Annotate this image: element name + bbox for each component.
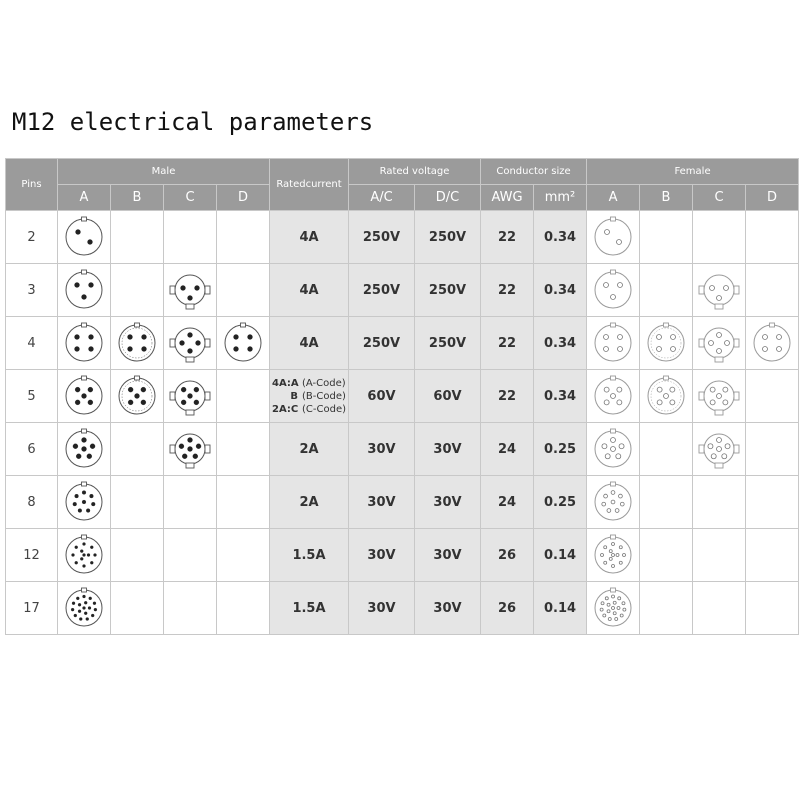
male-a-cell (58, 529, 111, 582)
female-connector-icon (589, 213, 637, 261)
table-row (6, 211, 799, 264)
ac-voltage-cell: 250V (349, 317, 415, 370)
male-connector-icon (166, 372, 214, 420)
mm2-cell: 0.25 (534, 476, 587, 529)
female-c-cell (693, 423, 746, 476)
male-connector-icon (166, 319, 214, 367)
mm2-cell: 0.34 (534, 370, 587, 423)
table-row (6, 317, 799, 370)
male-b-cell (111, 423, 164, 476)
pins-cell: 12 (6, 529, 58, 582)
male-a-cell (58, 423, 111, 476)
male-c-cell (164, 211, 217, 264)
female-connector-icon (695, 266, 743, 314)
ac-voltage-cell: 250V (349, 264, 415, 317)
male-connector-icon (166, 266, 214, 314)
table-row (6, 370, 799, 423)
female-c-cell (693, 476, 746, 529)
awg-cell: 26 (481, 529, 534, 582)
male-a-cell (58, 317, 111, 370)
female-a-cell (587, 476, 640, 529)
rated-current-cell: 2A (270, 423, 349, 476)
female-code-c-header: C (693, 185, 746, 211)
male-c-cell (164, 317, 217, 370)
pins-cell: 4 (6, 317, 58, 370)
awg-cell: 24 (481, 476, 534, 529)
pins-cell: 8 (6, 476, 58, 529)
female-code-d-header: D (746, 185, 799, 211)
awg-cell: 24 (481, 423, 534, 476)
female-connector-icon (589, 319, 637, 367)
female-a-cell (587, 529, 640, 582)
dc-voltage-cell: 30V (415, 529, 481, 582)
male-connector-icon (219, 319, 267, 367)
male-c-cell (164, 476, 217, 529)
awg-cell: 22 (481, 317, 534, 370)
female-code-a-header: A (587, 185, 640, 211)
female-connector-icon (642, 372, 690, 420)
male-d-cell (217, 264, 270, 317)
female-c-cell (693, 211, 746, 264)
rated-current-cell: 2A (270, 476, 349, 529)
female-connector-icon (642, 319, 690, 367)
mm2-header: mm² (534, 185, 587, 211)
male-connector-icon (113, 372, 161, 420)
table-row (6, 529, 799, 582)
ac-voltage-cell: 30V (349, 423, 415, 476)
male-b-cell (111, 476, 164, 529)
current-code-value: (B-Code) (302, 390, 346, 402)
male-c-cell (164, 423, 217, 476)
current-code-list (272, 377, 346, 416)
female-connector-icon (695, 372, 743, 420)
male-connector-icon (60, 213, 108, 261)
current-code-key: 2A:C (272, 403, 299, 415)
awg-cell: 22 (481, 264, 534, 317)
dc-voltage-cell: 250V (415, 264, 481, 317)
female-d-cell (746, 211, 799, 264)
female-a-cell (587, 582, 640, 635)
male-a-cell (58, 211, 111, 264)
mm2-cell: 0.34 (534, 211, 587, 264)
female-code-b-header: B (640, 185, 693, 211)
dc-voltage-cell: 30V (415, 423, 481, 476)
pins-cell: 2 (6, 211, 58, 264)
rated-current-cell: 4A (270, 211, 349, 264)
current-code-key: 4A:A (272, 377, 299, 389)
female-connector-icon (695, 319, 743, 367)
female-c-cell (693, 370, 746, 423)
dc-voltage-cell: 30V (415, 582, 481, 635)
female-connector-icon (589, 372, 637, 420)
mm2-cell: 0.25 (534, 423, 587, 476)
male-connector-icon (60, 372, 108, 420)
male-b-cell (111, 529, 164, 582)
table-row (6, 264, 799, 317)
male-connector-icon (60, 478, 108, 526)
male-connector-icon (60, 531, 108, 579)
female-b-cell (640, 370, 693, 423)
female-d-cell (746, 264, 799, 317)
female-connector-icon (589, 478, 637, 526)
awg-cell: 26 (481, 582, 534, 635)
current-code-value: (C-Code) (302, 403, 346, 415)
male-d-cell (217, 476, 270, 529)
female-c-cell (693, 582, 746, 635)
male-b-cell (111, 317, 164, 370)
male-c-cell (164, 370, 217, 423)
female-connector-icon (589, 584, 637, 632)
ac-voltage-cell: 30V (349, 476, 415, 529)
male-b-cell (111, 264, 164, 317)
male-d-cell (217, 529, 270, 582)
female-d-cell (746, 317, 799, 370)
female-connector-icon (589, 425, 637, 473)
awg-header: AWG (481, 185, 534, 211)
male-connector-icon (60, 266, 108, 314)
current-code-line (272, 377, 346, 390)
male-code-a-header: A (58, 185, 111, 211)
female-d-cell (746, 423, 799, 476)
pins-cell: 17 (6, 582, 58, 635)
male-c-cell (164, 582, 217, 635)
rated-current-cell: 1.5A (270, 529, 349, 582)
male-d-cell (217, 423, 270, 476)
mm2-cell: 0.14 (534, 529, 587, 582)
male-b-cell (111, 582, 164, 635)
male-a-cell (58, 370, 111, 423)
female-a-cell (587, 317, 640, 370)
conductor-size-header: Conductor size (481, 159, 587, 185)
female-a-cell (587, 423, 640, 476)
female-connector-icon (695, 425, 743, 473)
awg-cell: 22 (481, 370, 534, 423)
male-connector-icon (113, 319, 161, 367)
female-a-cell (587, 370, 640, 423)
female-connector-icon (589, 531, 637, 579)
current-code-line (272, 403, 346, 416)
female-b-cell (640, 582, 693, 635)
rated-current-header: Ratedcurrent (270, 159, 349, 211)
female-a-cell (587, 211, 640, 264)
female-c-cell (693, 264, 746, 317)
female-b-cell (640, 423, 693, 476)
male-c-cell (164, 529, 217, 582)
male-code-d-header: D (217, 185, 270, 211)
male-connector-icon (60, 425, 108, 473)
male-a-cell (58, 582, 111, 635)
parameters-table (5, 158, 799, 635)
ac-voltage-cell: 30V (349, 582, 415, 635)
current-code-line (272, 390, 346, 403)
rated-current-cell: 1.5A (270, 582, 349, 635)
dc-voltage-cell: 30V (415, 476, 481, 529)
male-connector-icon (60, 584, 108, 632)
dc-header: D/C (415, 185, 481, 211)
male-c-cell (164, 264, 217, 317)
pins-cell: 3 (6, 264, 58, 317)
page-title: M12 electrical parameters (12, 108, 374, 136)
current-code-key: B (290, 390, 298, 402)
male-header: Male (58, 159, 270, 185)
male-d-cell (217, 370, 270, 423)
male-d-cell (217, 317, 270, 370)
female-c-cell (693, 529, 746, 582)
female-connector-icon (748, 319, 796, 367)
male-a-cell (58, 476, 111, 529)
female-b-cell (640, 529, 693, 582)
rated-voltage-header: Rated voltage (349, 159, 481, 185)
male-d-cell (217, 582, 270, 635)
female-d-cell (746, 582, 799, 635)
female-d-cell (746, 476, 799, 529)
ac-header: A/C (349, 185, 415, 211)
female-b-cell (640, 211, 693, 264)
male-connector-icon (60, 319, 108, 367)
dc-voltage-cell: 250V (415, 211, 481, 264)
female-header: Female (587, 159, 799, 185)
dc-voltage-cell: 60V (415, 370, 481, 423)
ac-voltage-cell: 30V (349, 529, 415, 582)
rated-current-cell (270, 370, 349, 423)
male-code-b-header: B (111, 185, 164, 211)
female-a-cell (587, 264, 640, 317)
female-b-cell (640, 264, 693, 317)
table-row (6, 423, 799, 476)
table-row (6, 582, 799, 635)
current-code-value: (A-Code) (302, 377, 346, 389)
male-b-cell (111, 211, 164, 264)
pins-cell: 6 (6, 423, 58, 476)
male-connector-icon (166, 425, 214, 473)
ac-voltage-cell: 250V (349, 211, 415, 264)
male-b-cell (111, 370, 164, 423)
awg-cell: 22 (481, 211, 534, 264)
male-a-cell (58, 264, 111, 317)
pins-header: Pins (6, 159, 58, 211)
female-connector-icon (589, 266, 637, 314)
female-d-cell (746, 370, 799, 423)
mm2-cell: 0.34 (534, 317, 587, 370)
mm2-cell: 0.34 (534, 264, 587, 317)
male-d-cell (217, 211, 270, 264)
table-body (6, 211, 799, 635)
rated-current-cell: 4A (270, 264, 349, 317)
female-b-cell (640, 317, 693, 370)
pins-cell: 5 (6, 370, 58, 423)
female-d-cell (746, 529, 799, 582)
female-b-cell (640, 476, 693, 529)
rated-current-cell: 4A (270, 317, 349, 370)
male-code-c-header: C (164, 185, 217, 211)
dc-voltage-cell: 250V (415, 317, 481, 370)
ac-voltage-cell: 60V (349, 370, 415, 423)
female-c-cell (693, 317, 746, 370)
mm2-cell: 0.14 (534, 582, 587, 635)
table-row (6, 476, 799, 529)
